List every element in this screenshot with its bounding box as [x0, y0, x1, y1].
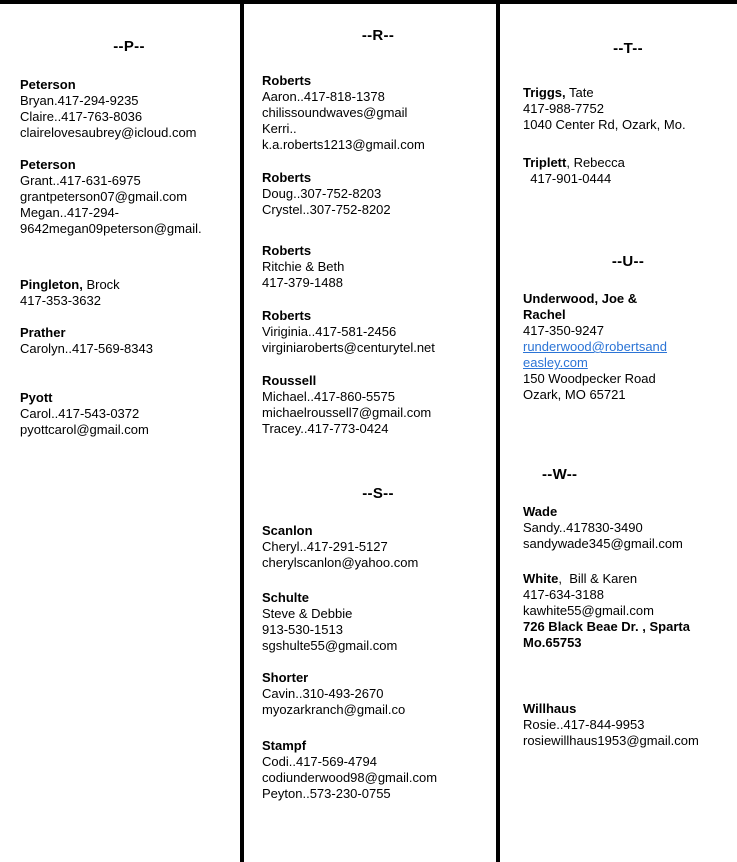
contact-line — [262, 89, 494, 105]
contact-line — [20, 277, 238, 293]
contact-text: codiunderwood98@gmail.com — [262, 770, 438, 785]
contact-line — [262, 137, 494, 153]
contact-text: Rosie..417-844-9953 — [523, 717, 645, 732]
contact-entry — [523, 155, 733, 187]
column-divider — [496, 0, 500, 862]
contact-line — [523, 117, 733, 133]
contact-line — [262, 638, 494, 654]
contact-entry — [523, 85, 733, 133]
contact-line — [20, 109, 238, 125]
contact-line — [20, 406, 238, 422]
contact-line — [20, 390, 238, 406]
column-1 — [0, 0, 244, 862]
contact-line — [523, 371, 733, 387]
contact-text: Cavin..310-493-2670 — [262, 686, 384, 701]
contact-line — [20, 125, 238, 141]
contact-line — [262, 170, 494, 186]
contact-line — [262, 421, 494, 437]
contact-text: grantpeterson07@gmail.com — [20, 189, 188, 204]
section-header-r: --R-- — [361, 27, 395, 44]
contact-name: Mo.65753 — [523, 635, 582, 650]
contact-line — [523, 520, 733, 536]
contact-name: Roussell — [262, 373, 317, 388]
contact-text: virginiaroberts@centurytel.net — [262, 340, 435, 355]
contact-name: Triplett — [523, 155, 567, 170]
contact-line — [262, 202, 494, 218]
contact-text: kawhite55@gmail.com — [523, 603, 654, 618]
contact-line — [262, 340, 494, 356]
contact-line — [523, 635, 733, 651]
contact-entry — [523, 291, 733, 403]
contact-name: Roberts — [262, 308, 312, 323]
contact-text: Carolyn..417-569-8343 — [20, 341, 153, 356]
contact-text: Aaron..417-818-1378 — [262, 89, 385, 104]
column-divider — [240, 0, 244, 862]
contact-entry — [20, 325, 238, 357]
contact-name: Prather — [20, 325, 66, 340]
contact-entry — [523, 504, 733, 552]
contact-name: Peterson — [20, 157, 76, 172]
contact-text: 417-634-3188 — [523, 587, 604, 602]
contact-text: sandywade345@gmail.com — [523, 536, 683, 551]
contact-line — [262, 590, 494, 606]
contact-text: 417-988-7752 — [523, 101, 604, 116]
contact-text: Tate — [565, 85, 594, 100]
contact-line — [262, 105, 494, 121]
contact-line — [523, 733, 733, 749]
contact-line — [523, 701, 733, 717]
contact-line — [523, 717, 733, 733]
contact-text: 1040 Center Rd, Ozark, Mo. — [523, 117, 686, 132]
contact-line — [262, 539, 494, 555]
contact-line — [20, 341, 238, 357]
contact-line — [262, 389, 494, 405]
contact-line — [20, 205, 238, 221]
contact-entry — [20, 277, 238, 309]
contact-line — [20, 93, 238, 109]
contact-line — [20, 325, 238, 341]
contact-line — [262, 259, 494, 275]
contact-text: , Rebecca — [566, 155, 625, 170]
contact-line — [262, 606, 494, 622]
contact-entry — [262, 670, 494, 718]
contact-name: Pyott — [20, 390, 53, 405]
contact-entry — [262, 590, 494, 654]
contact-line — [20, 189, 238, 205]
column-3 — [500, 0, 737, 862]
contact-entry — [20, 77, 238, 141]
contact-line — [262, 702, 494, 718]
email-link[interactable]: easley.com — [523, 355, 588, 370]
contact-line — [20, 157, 238, 173]
contact-line — [262, 754, 494, 770]
contact-line — [523, 619, 733, 635]
section-header-t: --T-- — [613, 40, 643, 57]
contact-text: myozarkranch@gmail.co — [262, 702, 406, 717]
contact-name: Rachel — [523, 307, 566, 322]
top-border-rule — [0, 0, 737, 4]
contact-name: Schulte — [262, 590, 309, 605]
contact-text: , Bill & Karen — [558, 571, 638, 586]
contact-entry — [262, 243, 494, 291]
contact-name: Roberts — [262, 170, 312, 185]
contact-line — [523, 291, 733, 307]
contact-text: Michael..417-860-5575 — [262, 389, 395, 404]
contact-text: 150 Woodpecker Road — [523, 371, 656, 386]
contact-text: rosiewillhaus1953@gmail.com — [523, 733, 699, 748]
contact-entry — [262, 373, 494, 437]
contact-text: 913-530-1513 — [262, 622, 343, 637]
contact-name: Scanlon — [262, 523, 313, 538]
contact-text: Tracey..417-773-0424 — [262, 421, 389, 436]
contact-name: Shorter — [262, 670, 309, 685]
contact-text: Megan..417-294- — [20, 205, 120, 220]
contact-line — [523, 171, 733, 187]
contact-line — [262, 670, 494, 686]
contact-entry — [262, 308, 494, 356]
contact-text: Claire..417-763-8036 — [20, 109, 143, 124]
contact-line — [262, 622, 494, 638]
contact-line — [262, 523, 494, 539]
contact-line — [523, 339, 733, 355]
contact-line — [523, 355, 733, 371]
contact-entry — [20, 157, 238, 237]
contact-line — [262, 686, 494, 702]
contact-text: Ritchie & Beth — [262, 259, 345, 274]
column-2 — [244, 0, 500, 862]
contact-text: 417-379-1488 — [262, 275, 343, 290]
contact-line — [523, 387, 733, 403]
contact-text: Sandy..417830-3490 — [523, 520, 643, 535]
contact-entry — [262, 73, 494, 153]
contact-line — [523, 536, 733, 552]
contact-line — [523, 101, 733, 117]
contact-entry — [262, 170, 494, 218]
contact-line — [523, 307, 733, 323]
contact-entry — [523, 701, 733, 749]
contact-line — [20, 293, 238, 309]
contact-entry — [20, 390, 238, 438]
contact-text: 417-353-3632 — [20, 293, 101, 308]
contact-name: Willhaus — [523, 701, 577, 716]
contact-entry — [523, 571, 733, 651]
contact-entry — [262, 523, 494, 571]
email-link[interactable]: runderwood@robertsand — [523, 339, 668, 354]
contact-text: Crystel..307-752-8202 — [262, 202, 391, 217]
contact-text: 417-901-0444 — [523, 171, 612, 186]
section-header-w: --W-- — [542, 466, 578, 483]
contact-line — [262, 121, 494, 137]
contact-name: Peterson — [20, 77, 76, 92]
contact-line — [262, 243, 494, 259]
contact-text: clairelovesaubrey@icloud.com — [20, 125, 197, 140]
contact-line — [523, 323, 733, 339]
contact-text: Steve & Debbie — [262, 606, 353, 621]
contact-line — [262, 73, 494, 89]
contact-text: 9642megan09peterson@gmail. — [20, 221, 202, 236]
contact-text: Carol..417-543-0372 — [20, 406, 140, 421]
contact-line — [523, 155, 733, 171]
contact-text: 417-350-9247 — [523, 323, 604, 338]
contact-line — [523, 504, 733, 520]
contact-name: 726 Black Beae Dr. , Sparta — [523, 619, 690, 634]
contact-line — [20, 422, 238, 438]
contact-text: Bryan.417-294-9235 — [20, 93, 139, 108]
section-header-s: --S-- — [362, 485, 394, 502]
contact-line — [262, 555, 494, 571]
contact-text: Viriginia..417-581-2456 — [262, 324, 397, 339]
contact-line — [262, 770, 494, 786]
contact-text: Peyton..573-230-0755 — [262, 786, 391, 801]
contact-text: Codi..417-569-4794 — [262, 754, 377, 769]
contact-line — [523, 85, 733, 101]
contact-line — [20, 77, 238, 93]
contact-text: Doug..307-752-8203 — [262, 186, 382, 201]
contact-text: Kerri.. — [262, 121, 297, 136]
contact-name: Roberts — [262, 73, 312, 88]
contact-line — [523, 587, 733, 603]
contact-name: Roberts — [262, 243, 312, 258]
contact-text: k.a.roberts1213@gmail.com — [262, 137, 425, 152]
contact-name: Stampf — [262, 738, 307, 753]
contact-line — [262, 786, 494, 802]
contact-line — [262, 405, 494, 421]
contact-line — [262, 308, 494, 324]
contact-name: Underwood, Joe & — [523, 291, 638, 306]
contact-line — [262, 324, 494, 340]
contact-text: Grant..417-631-6975 — [20, 173, 141, 188]
contact-line — [20, 173, 238, 189]
contact-text: pyottcarol@gmail.com — [20, 422, 149, 437]
contact-text: sgshulte55@gmail.com — [262, 638, 398, 653]
contact-text: Brock — [82, 277, 120, 292]
section-header-u: --U-- — [611, 253, 645, 270]
contact-line — [20, 221, 238, 237]
contact-line — [523, 571, 733, 587]
contact-line — [262, 275, 494, 291]
contact-line — [523, 603, 733, 619]
contact-name: Wade — [523, 504, 558, 519]
contact-text: michaelroussell7@gmail.com — [262, 405, 432, 420]
contact-name: Pingleton, — [20, 277, 83, 292]
contact-text: chilissoundwaves@gmail — [262, 105, 408, 120]
contact-text: cherylscanlon@yahoo.com — [262, 555, 419, 570]
contact-line — [262, 738, 494, 754]
contact-text: Cheryl..417-291-5127 — [262, 539, 388, 554]
contact-line — [262, 373, 494, 389]
contact-name: White — [523, 571, 559, 586]
contact-text: Ozark, MO 65721 — [523, 387, 626, 402]
contact-entry — [262, 738, 494, 802]
contact-name: Triggs, — [523, 85, 566, 100]
contact-line — [262, 186, 494, 202]
section-header-p: --P-- — [113, 38, 145, 55]
